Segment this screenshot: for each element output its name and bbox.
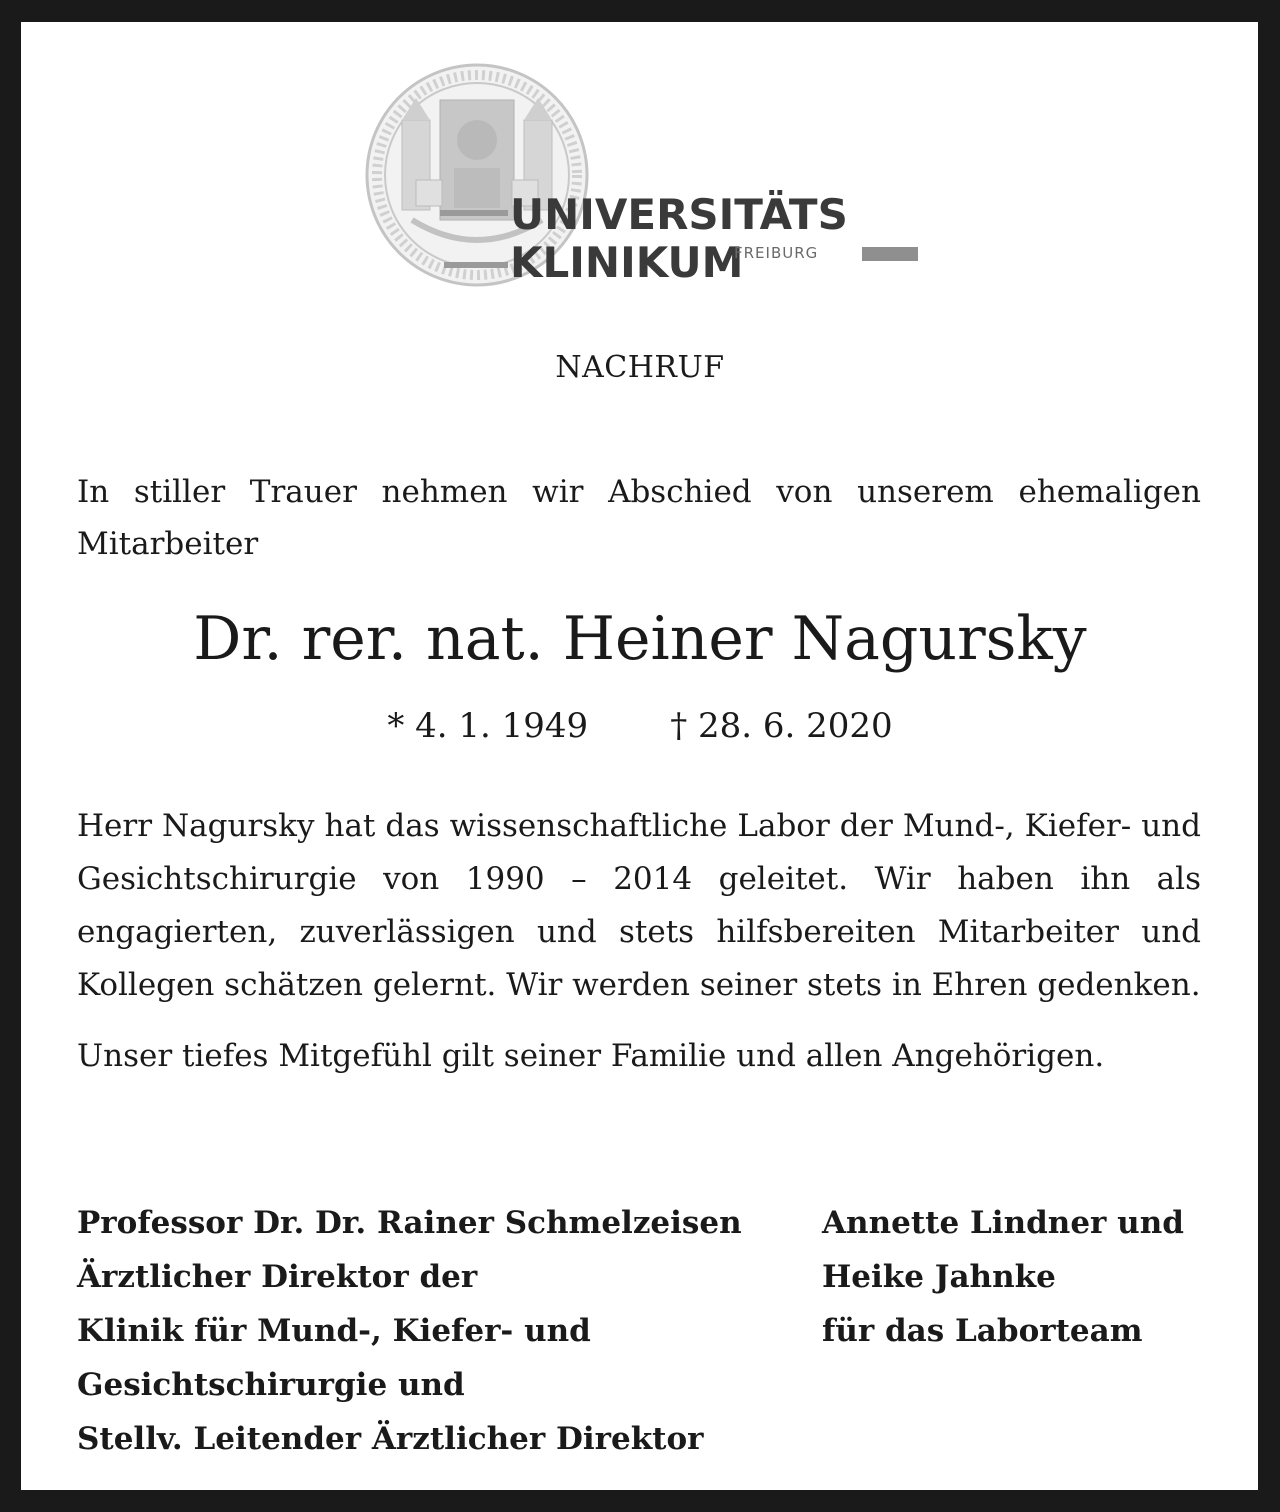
body-paragraph: Herr Nagursky hat das wissenschaftliche Labor der Mund-, Kiefer- und Gesichtschirurgie von 1990 – 2014 geleitet. Wir haben ihn als engagierten, zuverlässigen und stets hilfsbereiten Mitarbeiter und Kollegen schätzen gelernt. Wir werden seiner stets in Ehren gedenken. [77, 808, 1201, 1003]
signature-line: Klinik für Mund-, Kiefer- und [77, 1313, 591, 1349]
university-hospital-logo [362, 60, 922, 290]
obituary-heading: NACHRUF [555, 350, 725, 385]
logo-text-freiburg: FREIBURG [734, 244, 819, 262]
logo-text-klinikum: KLINIKUM [510, 238, 744, 287]
intro-line: In stiller Trauer nehmen wir Abschied von unserem ehemaligen [77, 474, 1201, 510]
logo-bar [444, 262, 508, 268]
signature-line: Stellv. Leitender Ärztlicher Direktor [77, 1421, 704, 1457]
deceased-name: Dr. rer. nat. Heiner Nagursky [193, 604, 1087, 674]
obituary-body [77, 800, 1201, 1083]
intro-text [77, 466, 1201, 570]
death-date: † 28. 6. 2020 [670, 706, 893, 746]
logo-bar [440, 210, 508, 216]
intro-line: Mitarbeiter [77, 526, 259, 562]
signature-line: für das Laborteam [822, 1313, 1143, 1349]
signature-block-right [822, 1196, 1202, 1358]
logo-bar [862, 247, 918, 261]
logo-text-universitaets: UNIVERSITÄTS [510, 190, 848, 239]
signature-line: Heike Jahnke [822, 1259, 1056, 1295]
signature-line: Ärztlicher Direktor der [77, 1259, 478, 1295]
birth-date: * 4. 1. 1949 [387, 706, 589, 746]
signature-line: Professor Dr. Dr. Rainer Schmelzeisen [77, 1205, 742, 1241]
signature-line: Annette Lindner und [822, 1205, 1184, 1241]
signature-line: Gesichtschirurgie und [77, 1367, 465, 1403]
body-paragraph: Unser tiefes Mitgefühl gilt seiner Familie und allen Angehörigen. [77, 1038, 1105, 1074]
signature-block-left [77, 1196, 797, 1466]
life-dates [0, 706, 1280, 746]
